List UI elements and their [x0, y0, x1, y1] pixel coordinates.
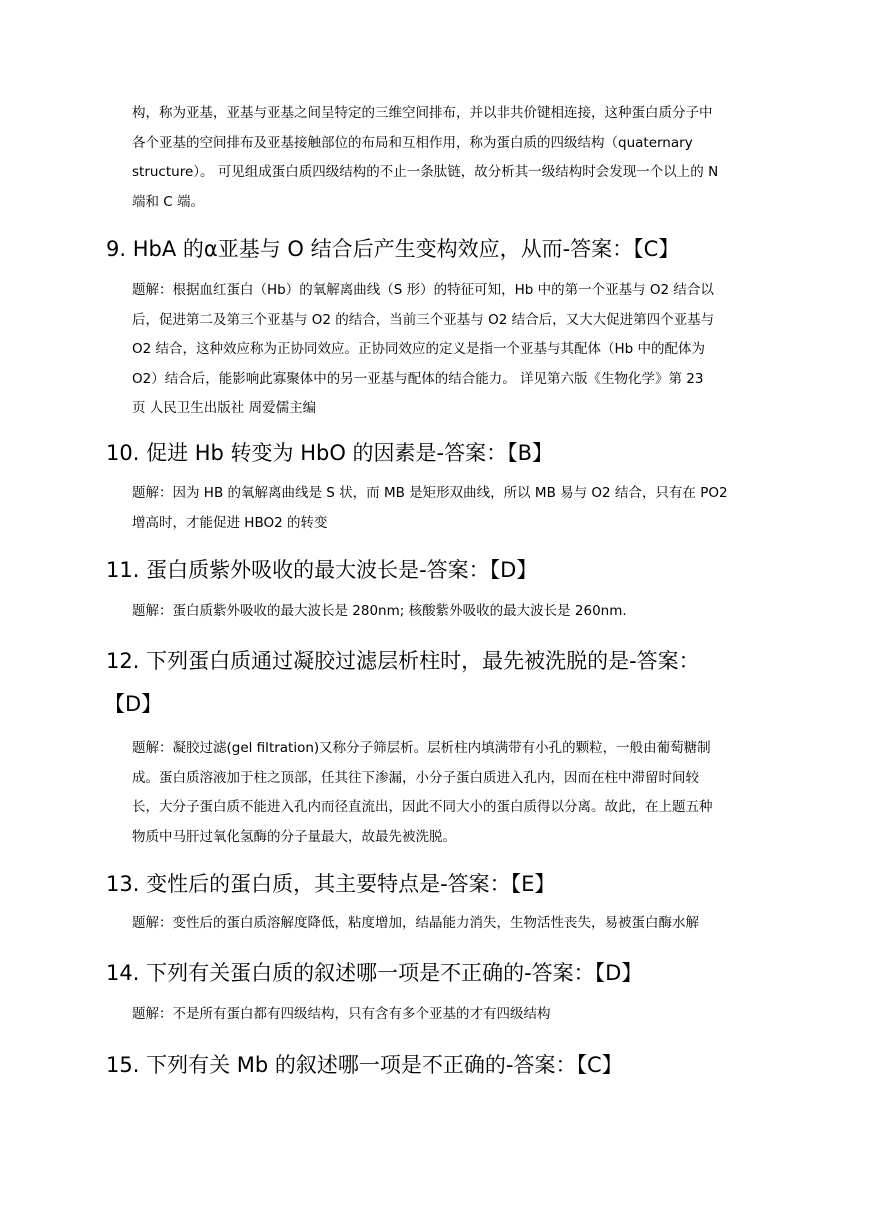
explanation-line: 题解：因为 HB 的氧解离曲线是 S 状，而 MB 是矩形双曲线，所以 MB 易与 O2 结合，只有在 PO2: [132, 485, 728, 501]
question-explanation-11: [132, 597, 762, 627]
explanation-line: 长，大分子蛋白质不能进入孔内而径直流出，因此不同大小的蛋白质得以分离。故此，在上题五种: [132, 799, 713, 815]
question-heading-12: [106, 640, 766, 726]
paragraph-line: 构，称为亚基，亚基与亚基之间呈特定的三维空间排布，并以非共价键相连接，这种蛋白质分子中: [132, 105, 713, 121]
question-explanation-13: [132, 909, 762, 939]
question-explanation-14: [132, 1000, 762, 1030]
question-heading-line: 13. 变性后的蛋白质，其主要特点是-答案：【E】: [106, 872, 556, 896]
question-heading-line: 【D】: [104, 692, 163, 716]
explanation-line: 成。蛋白质溶液加于柱之顶部，任其往下渗漏，小分子蛋白质进入孔内，因而在柱中滞留时间较: [132, 769, 699, 786]
question-heading-15: [106, 1044, 766, 1087]
question-heading-line: 11. 蛋白质紫外吸收的最大波长是-答案：【D】: [106, 558, 538, 582]
explanation-line: 页 人民卫生出版社 周爱儒主编: [132, 400, 317, 416]
explanation-line: 题解：蛋白质紫外吸收的最大波长是 280nm; 核酸紫外吸收的最大波长是 260nm.: [132, 603, 627, 619]
question-heading-10: [106, 432, 766, 475]
question-heading-14: [106, 952, 766, 995]
question-heading-9: [106, 228, 766, 271]
question-heading-line: 12. 下列蛋白质通过凝胶过滤层析柱时，最先被洗脱的是-答案：: [106, 649, 700, 673]
explanation-line: 后，促进第二及第三个亚基与 O2 的结合，当前三个亚基与 O2 结合后，又大大促进第四个亚基与: [132, 311, 715, 328]
paragraph-line: 各个亚基的空间排布及亚基接触部位的布局和互相作用，称为蛋白质的四级结构（quaternary: [132, 134, 693, 151]
explanation-line: 物质中马肝过氧化氢酶的分子量最大，故最先被洗脱。: [132, 828, 456, 845]
question-explanation-12: [132, 734, 762, 852]
explanation-line: 题解：根据血红蛋白（Hb）的氧解离曲线（S 形）的特征可知，Hb 中的第一个亚基与 O2 结合以: [132, 282, 714, 298]
explanation-line: 题解：凝胶过滤(gel filtration)又称分子筛层析。层析柱内填满带有小孔的颗粒，一般由葡萄糖制: [132, 740, 711, 756]
question-heading-line: 14. 下列有关蛋白质的叙述哪一项是不正确的-答案：【D】: [106, 961, 643, 985]
question-explanation-10: [132, 479, 762, 538]
question-heading-line: 9. HbA 的α亚基与 O 结合后产生变构效应，从而-答案：【C】: [106, 237, 680, 261]
paragraph-line: 端和 C 端。: [132, 193, 205, 210]
explanation-line: 题解：不是所有蛋白都有四级结构，只有含有多个亚基的才有四级结构: [132, 1006, 551, 1022]
question-explanation-9: [132, 276, 762, 424]
question-heading-11: [106, 549, 766, 592]
explanation-line: 题解：变性后的蛋白质溶解度降低，粘度增加，结晶能力消失，生物活性丧失，易被蛋白酶水解: [132, 915, 699, 931]
explanation-line: 增高时，才能促进 HBO2 的转变: [132, 514, 328, 531]
explanation-line: O2 结合，这种效应称为正协同效应。正协同效应的定义是指一个亚基与其配体（Hb 中的配体为: [132, 341, 706, 357]
explanation-line: O2）结合后，能影响此寡聚体中的另一亚基与配体的结合能力。 详见第六版《生物化学》第 23: [132, 370, 704, 387]
question-heading-line: 10. 促进 Hb 转变为 HbO 的因素是-答案：【B】: [106, 441, 554, 465]
intro-paragraph: [132, 99, 762, 217]
question-heading-line: 15. 下列有关 Mb 的叙述哪一项是不正确的-答案：【C】: [106, 1053, 623, 1077]
question-heading-13: [106, 863, 766, 906]
paragraph-line: structure）。 可见组成蛋白质四级结构的不止一条肽链，故分析其一级结构时会发现一个以上的 N: [132, 164, 719, 180]
